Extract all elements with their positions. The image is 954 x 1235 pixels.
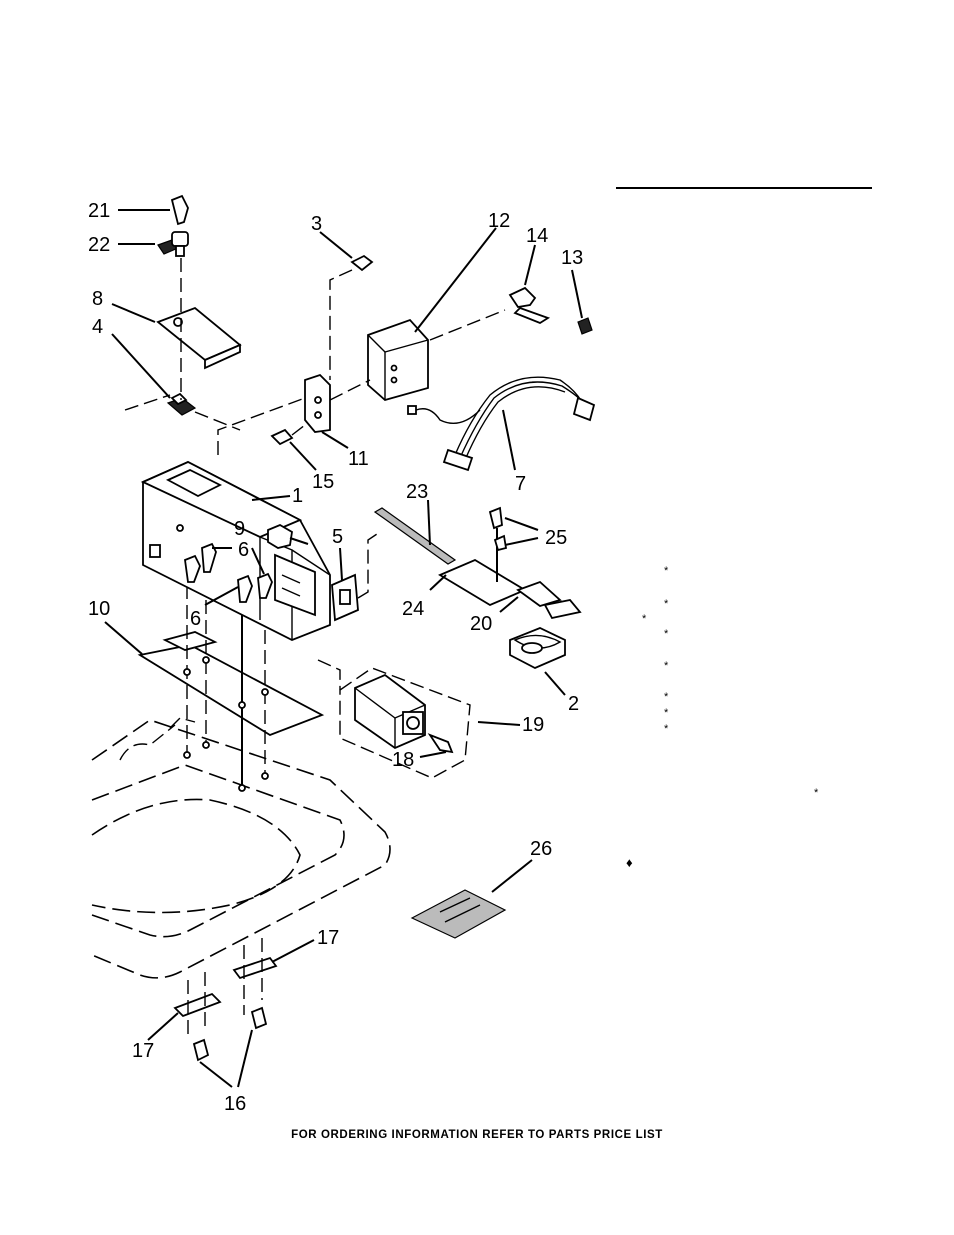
bracket-guideline xyxy=(218,398,305,455)
key xyxy=(172,196,188,224)
callout-23: 23 xyxy=(406,481,429,503)
mounting-bracket xyxy=(305,375,330,432)
callout-3: 3 xyxy=(311,213,323,235)
screw-15-guideline xyxy=(292,425,305,435)
asterisk-mark: * xyxy=(664,598,669,610)
dispenser-cup xyxy=(510,628,565,668)
solenoid xyxy=(355,675,425,748)
callout-25: 25 xyxy=(545,527,568,549)
switch-plate xyxy=(332,575,358,620)
literature xyxy=(412,890,505,938)
footer-note: FOR ORDERING INFORMATION REFER TO PARTS PRICE LIST xyxy=(291,1129,663,1141)
callout-20: 20 xyxy=(470,613,493,635)
switch-14 xyxy=(510,288,548,323)
asterisk-mark: * xyxy=(664,707,669,719)
callout-10: 10 xyxy=(88,598,111,620)
asterisk-mark: * xyxy=(664,660,669,672)
gasket-strip xyxy=(140,632,322,735)
switch-guideline xyxy=(358,532,380,598)
callout-22: 22 xyxy=(88,234,111,256)
solenoid-guideline xyxy=(318,660,340,690)
asterisk-mark: * xyxy=(642,613,647,625)
lever-20 xyxy=(518,582,580,618)
wire-harness xyxy=(408,377,594,470)
callout-21: 21 xyxy=(88,200,111,222)
screw-13 xyxy=(578,318,592,334)
asterisk-mark: * xyxy=(814,787,819,799)
screw-15 xyxy=(272,430,292,444)
callout-16: 16 xyxy=(224,1093,247,1115)
callout-24: 24 xyxy=(402,598,425,620)
callout-13: 13 xyxy=(561,247,584,269)
bottom-brackets xyxy=(175,938,276,1060)
callout-14: 14 xyxy=(526,225,549,247)
screw-guideline xyxy=(330,270,352,380)
callout-1: 1 xyxy=(292,485,304,507)
callout-11: 11 xyxy=(348,448,369,470)
callout-17-left: 17 xyxy=(132,1040,155,1062)
callout-5: 5 xyxy=(332,526,344,548)
console-cover xyxy=(158,308,240,368)
header-rule xyxy=(616,187,872,189)
callout-6-lower: 6 xyxy=(190,608,202,630)
callout-2: 2 xyxy=(568,693,580,715)
callout-26: 26 xyxy=(530,838,553,860)
lock-cylinder xyxy=(158,232,188,256)
diamond-mark: ♦ xyxy=(626,855,633,870)
callout-18: 18 xyxy=(392,749,415,771)
control-module xyxy=(368,320,428,400)
asterisk-mark: * xyxy=(664,628,669,640)
callout-6-upper: 6 xyxy=(238,539,250,561)
callout-17-right: 17 xyxy=(317,927,340,949)
asterisk-mark: * xyxy=(664,565,669,577)
callout-12: 12 xyxy=(488,210,511,232)
callout-15: 15 xyxy=(312,471,335,493)
clip xyxy=(168,394,195,415)
callout-19: 19 xyxy=(522,714,545,736)
callout-4: 4 xyxy=(92,316,104,338)
callout-7: 7 xyxy=(515,473,527,495)
asterisk-mark: * xyxy=(664,723,669,735)
rod xyxy=(375,508,455,564)
callout-8: 8 xyxy=(92,288,104,310)
screw-3 xyxy=(352,256,372,270)
callout-9: 9 xyxy=(234,518,246,540)
plunger xyxy=(430,735,452,752)
asterisk-mark: * xyxy=(664,691,669,703)
bracket-plate xyxy=(440,508,525,605)
